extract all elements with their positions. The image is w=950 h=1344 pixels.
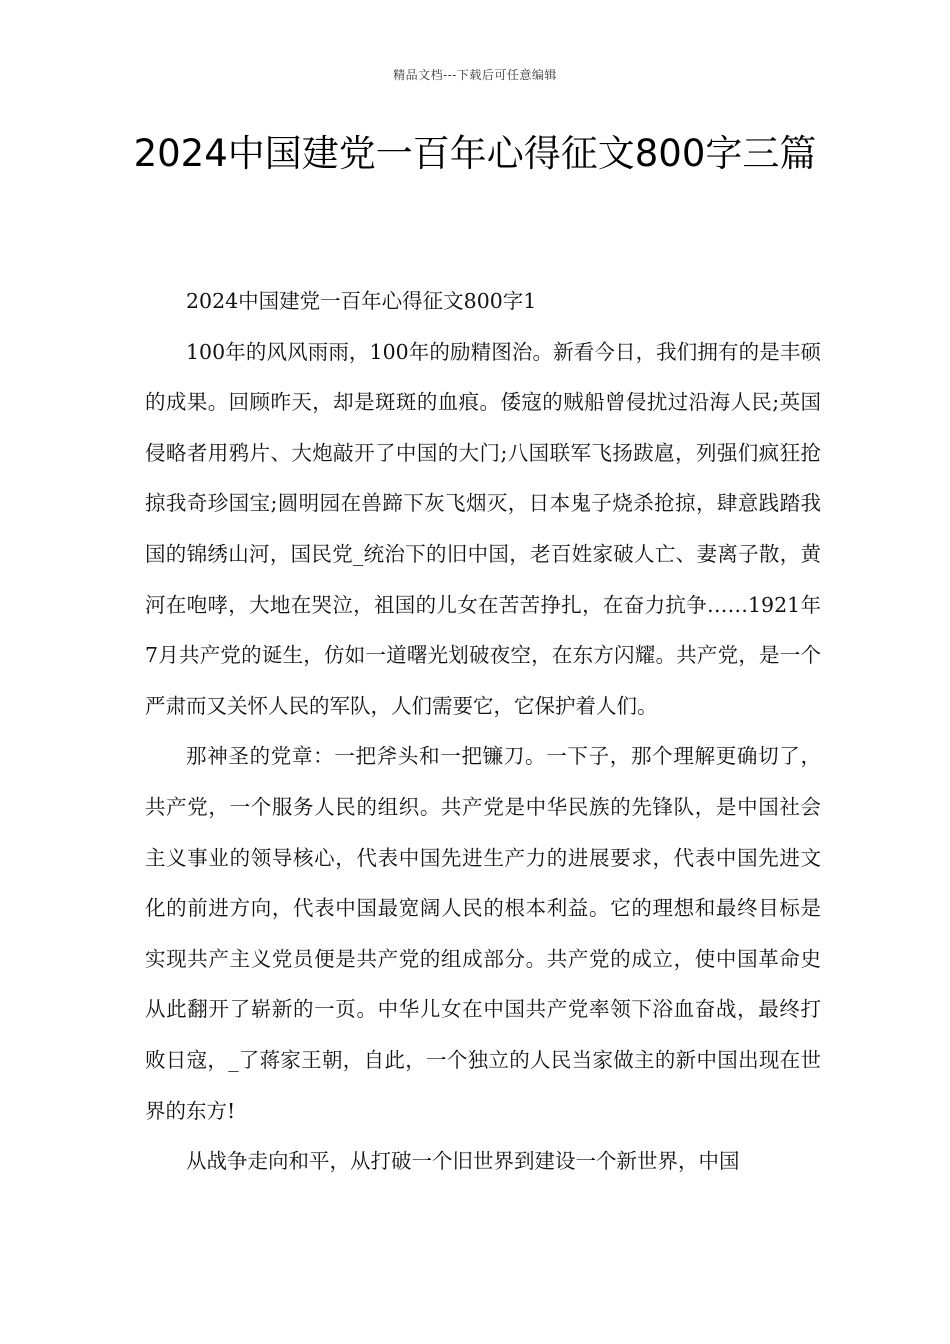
body-paragraph-3: 从战争走向和平，从打破一个旧世界到建设一个新世界，中国 bbox=[186, 1149, 740, 1174]
body-paragraph-2: 那神圣的党章：一把斧头和一把镰刀。一下子，那个理解更确切了，共产党，一个服务人民的组织。共产党是中华民族的先锋队，是中国社会主义事业的领导核心，代表中国先进生产力的进展要求，代表中国先进文化的前进方向，代表中国最宽阔人民的根本利益。它的理想和最终目标是实现共产主义党员便是共产党的组成部分。共产党的成立，使中国革命史从此翻开了崭新的一页。中华儿女在中国共产党率领下浴血奋战，最终打败日寇，_了蒋家王朝，自此，一个独立的人民当家做主的新中国出现在世界的东方! bbox=[145, 744, 821, 1123]
body-paragraph-1: 100年的风风雨雨，100年的励精图治。新看今日，我们拥有的是丰硕的成果。回顾昨天，却是斑斑的血痕。倭寇的贼船曾侵扰过沿海人民;英国侵略者用鸦片、大炮敲开了中国的大门;八国联军飞扬跋扈，列强们疯狂抢掠我奇珍国宝;圆明园在兽蹄下灰飞烟灭，日本鬼子烧杀抢掠，肆意践踏我国的锦绣山河，国民党_统治下的旧中国，老百姓家破人亡、妻离子散，黄河在咆哮，大地在哭泣，祖国的儿女在苦苦挣扎，在奋力抗争……1921年7月共产党的诞生，仿如一道曙光划破夜空，在东方闪耀。共产党，是一个严肃而又关怀人民的军队，人们需要它，它保护着人们。 bbox=[145, 339, 821, 718]
document-title: 2024中国建党一百年心得征文800字三篇 bbox=[133, 132, 817, 175]
document-body bbox=[145, 276, 821, 1187]
page-header: 精品文档---下载后可任意编辑 bbox=[393, 68, 557, 82]
section-subheading: 2024中国建党一百年心得征文800字1 bbox=[186, 289, 537, 313]
